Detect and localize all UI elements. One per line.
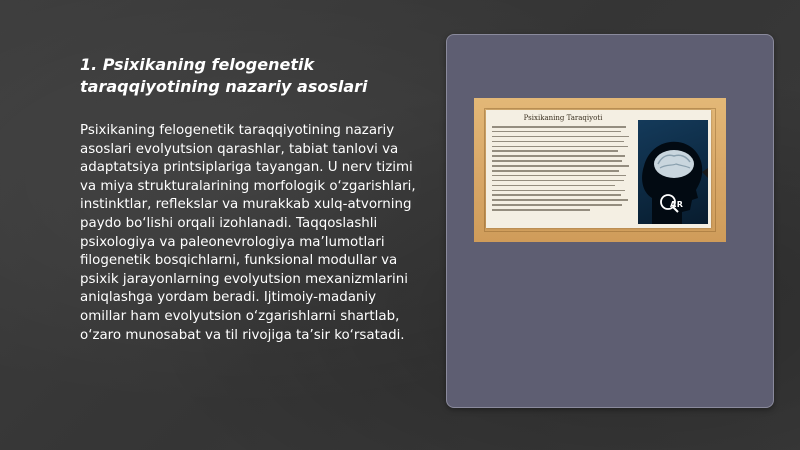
book-heading: Psixikaning Taraqiyoti [523, 114, 603, 122]
head-silhouette-illustration [638, 120, 708, 224]
book-logo-text: AR [670, 200, 684, 209]
slide-title: 1. Psixikaning felogenetik taraqqiyotining nazariy asoslari [80, 55, 368, 96]
book-page [486, 110, 711, 228]
book-photo [474, 98, 726, 242]
slide-body-text: Psixikaning felogenetik taraqqiyotining nazariy asoslari evolyutsion qarashlar, tabiat tanlovi va adaptatsiya printsiplariga tayangan. U nerv tizimi va miya strukturalarining morfologik o‘zgarishlari, instinktlar, reflekslar va murakkab xulq-atvorning paydo bo‘lishi orqali izohlanadi. Taqqoslashli psixologiya va paleonevrologiya ma’lumotlari filogenetik bosqichlarni, funksional modullar va psixik jarayonlarning evolyutsion mexanizmlarini aniqlashga yordam beradi. Ijtimoiy-madaniy omillar ham evolyutsion o‘zgarishlarni shartlab, o‘zaro munosabat va til rivojiga ta’sir ko‘rsatadi. [80, 123, 416, 343]
book-text-lines [492, 126, 632, 214]
